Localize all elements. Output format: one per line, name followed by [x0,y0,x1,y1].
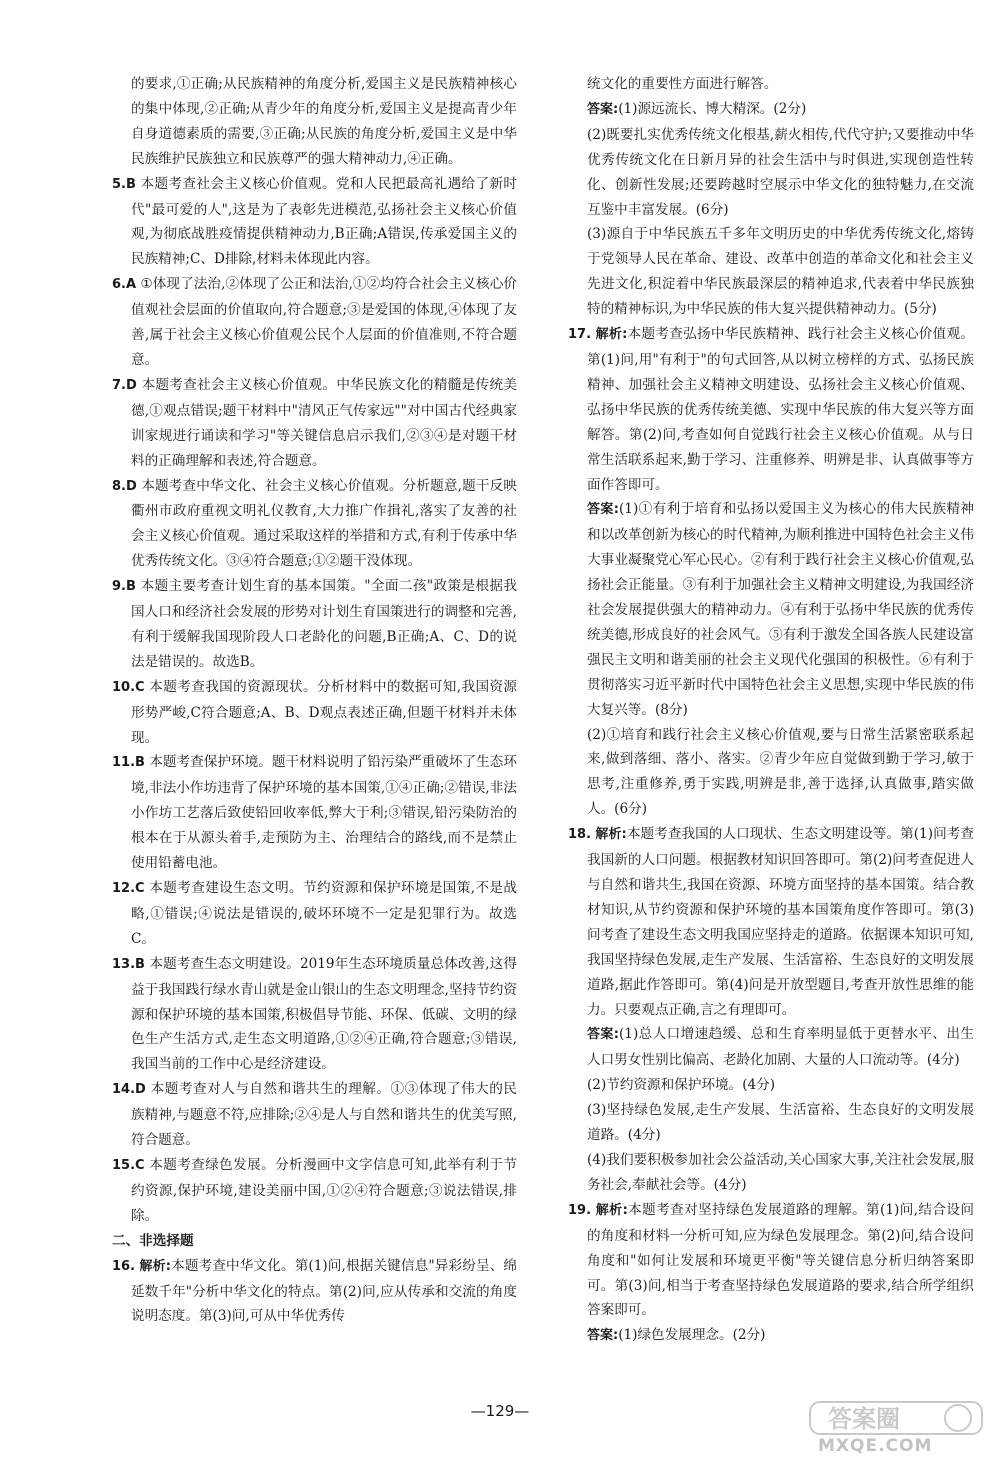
analysis-label: 解析: [595,827,627,843]
answer-subpart: (2)既要扎实优秀传统文化根基,薪火相传,代代守护;又要推动中华优秀传统文化在日新月异的社会生活中与时俱进,实现创造性转化、创新性发展;还要跨越时空展示中华文化的独特魅力,在交流互鉴中丰富发展。(6分) [587,126,974,218]
answer-text: (1)①有利于培育和弘扬以爱国主义为核心的伟大民族精神和以改革创新为核心的时代精神,为顺利推进中国特色社会主义伟大事业凝聚党心军心民心。②有利于践行社会主义核心价值观,弘扬社会正能量。③有利于加强社会主义精神文明建设,为我国经济社会发展提供强大的精神动力。④有利于弘扬中华民族的优秀传统美德,形成良好的社会风气。⑤有利于激发全国各族人民建设富强民主文明和谐美丽的社会主义现代化强国的积极性。⑥有利于贯彻落实习近平新时代中国特色社会主义思想,实现中华民族的伟大复兴等。(8分) [587,501,974,718]
explanation-text: 本题考查社会主义核心价值观。党和人民把最高礼遇给了新时代"最可爱的人",这是为了表彰先进模范,弘扬社会主义核心价值观,为彻底战胜疫情提供精神动力,B正确;A错误,传承爱国主义的民族精神;C、D排除,材料未体现此内容。 [131,175,517,268]
answer-subpart: (3)坚持绿色发展,走生产发展、生活富裕、生态良好的文明发展道路。(4分) [587,1102,974,1144]
answer-label: 答案: [587,1328,619,1344]
question-number: 11.B [112,755,145,771]
explanation-text: ①体现了法治,②体现了公正和法治,①②均符合社会主义核心价值观社会层面的价值取向,符合题意;③是爱国的体现,④体现了友善,属于社会主义核心价值观公民个人层面的价值准则,不符合题意。 [131,276,517,368]
question-number: 12.C [112,881,145,896]
explanation-text: 本题考查生态文明建设。2019年生态环境质量总体改善,这得益于我国践行绿水青山就是金山银山的生态文明理念,坚持节约资源和保护环境的基本国策,积极倡导节能、环保、低碳、文明的绿色生产生活方式,走生态文明道路,①②④正确,符合题意;③错误,我国当前的工作中心是经济建设。 [131,955,517,1073]
explanation-text: 本题考查建设生态文明。节约资源和保护环境是国策,不是战略,①错误;④说法是错误的,破坏环境不一定是犯罪行为。故选C。 [131,880,517,947]
watermark [808,1398,986,1458]
analysis-label: 解析: [595,327,628,343]
continued-text: 统文化的重要性方面进行解答。 [587,76,778,92]
answer-block [568,497,974,722]
answer-label: 答案: [587,101,619,117]
explanation-text: 本题考查弘扬中华民族精神、践行社会主义核心价值观。第(1)问,用"有利于"的句式回答,从以树立榜样的方式、弘扬民族精神、加强社会主义精神文明建设、弘扬社会主义核心价值观、弘扬中华民族的优秀传统美德、实现中华民族的伟大复兴等方面解答。第(2)问,考查如何自觉践行社会主义核心价值观。从与日常生活联系起来,勤于学习、注重修养、明辨是非、认真做事等方面作答即可。 [587,326,974,493]
question-number: 15.C [112,1157,145,1173]
analysis-label: 解析: [595,1202,628,1218]
question-explanation [568,322,974,497]
right-column [568,72,974,1349]
explanation-text: 本题考查绿色发展。分析漫画中文字信息可知,此举有利于节约资源,保护环境,建设美丽中国,①②④符合题意;③说法错误,排除。 [131,1156,517,1224]
explanation-text: 本题考查保护环境。题干材料说明了铅污染严重破坏了生态环境,非法小作坊违背了保护环境的基本国策,①④正确;②错误,非法小作坊工艺落后致使铅回收率低,弊大于利;③错误,铅污染防治的根本在于从源头着手,走预防为主、治理结合的路线,而不是禁止使用铅蓄电池。 [131,754,518,872]
answer-block [568,1022,974,1073]
question-explanation [112,1153,517,1229]
question-number: 19. [568,1202,592,1218]
answer-subpart: (3)源自于中华民族五千多年文明历史的中华优秀传统文化,熔铸于党领导人民在革命、建设、改革中创造的革命文化和社会主义先进文化,积淀着中华民族最深层的精神追求,代表着中华民族独特的精神标识,为中华民族的伟大复兴提供精神动力。(5分) [587,226,974,318]
question-number: 17. [568,327,592,343]
question-number: 16. [112,1258,136,1274]
question-explanation [112,1077,517,1153]
answer-block [568,97,974,123]
explanation-text: 本题考查社会主义核心价值观。中华民族文化的精髓是传统美德,①观点错误;题干材料中"清风正气传家远""对中国古代经典家训家规进行诵读和学习"等关键信息启示我们,②③④是对题干材料的正确理解和表述,符合题意。 [131,376,517,469]
question-number: 5.B [112,176,136,192]
analysis-label: 解析: [139,1258,171,1274]
answer-subpart: (2)①培育和践行社会主义核心价值观,要与日常生活紧密联系起来,做到落细、落小、落实。②青少年应自觉做到勤于学习,敏于思考,注重修养,勇于实践,明辨是非,善于选择,认真做事,踏实做人。(6分) [587,726,974,818]
explanation-text: 本题考查对坚持绿色发展道路的理解。第(1)问,结合设问的角度和材料一分析可知,应为绿色发展理念。第(2)问,结合设问角度和"如何让发展和环境更平衡"等关键信息分析归纳答案即可。第(3)问,相当于考查坚持绿色发展道路的要求,结合所学组织答案即可。 [587,1201,974,1319]
answer-text: (1)总人口增速趋缓、总和生育率明显低于更替水平、出生人口男女性别比偏高、老龄化加剧、大量的人口流动等。(4分) [587,1026,974,1069]
answer-subpart: (4)我们要积极参加社会公益活动,关心国家大事,关注社会发展,服务社会,奉献社会等。(4分) [587,1151,974,1193]
question-number: 18. [568,827,592,843]
answer-text: (1)绿色发展理念。(2分) [618,1327,766,1344]
question-number: 8.D [112,478,137,494]
question-number: 10.C [112,679,145,695]
watermark-site: MXQE.COM [818,1436,933,1456]
question-number: 9.B [112,579,136,595]
answer-block [568,1323,974,1349]
question-number: 7.D [112,377,137,393]
question-explanation [112,373,517,474]
answer-subpart: (2)节约资源和保护环境。(4分) [587,1077,776,1094]
answer-label: 答案: [587,1027,619,1043]
question-explanation [568,1198,974,1324]
question-explanation [112,675,517,751]
question-explanation [112,474,517,575]
section-heading: 二、非选择题 [112,1232,194,1249]
answer-text: (1)源远流长、博大精深。(2分) [618,100,807,117]
answer-label: 答案: [587,502,619,518]
question-explanation [112,876,517,952]
question-explanation [568,822,974,1022]
explanation-text: 本题考查对人与自然和谐共生的理解。①③体现了伟大的民族精神,与题意不符,应排除;②④是人与自然和谐共生的优美写照,符合题意。 [131,1081,517,1149]
watermark-logo-text: 答案圈 [828,1405,900,1433]
page-number: —129— [470,1402,530,1420]
explanation-text: 本题考查我国的资源现状。分析材料中的数据可知,我国资源形势严峻,C符合题意;A、B、D观点表述正确,但题干材料并未体现。 [131,678,517,746]
explanation-text: 本题主要考查计划生育的基本国策。"全面二孩"政策是根据我国人口和经济社会发展的形势对计划生育国策进行的调整和完善,有利于缓解我国现阶段人口老龄化的问题,B正确;A、C、D的说法是错误的。故选B。 [131,578,517,670]
question-explanation [112,574,517,675]
question-explanation [112,172,517,273]
explanation-text: 本题考查中华文化、社会主义核心价值观。分析题意,题干反映衢州市政府重视文明礼仪教育,大力推广作揖礼,落实了友善的社会主义核心价值观。通过采取这样的举措和方式,有利于传承中华优秀传统文化。③④符合题意;①②题干没体现。 [131,477,517,570]
question-explanation [112,952,517,1078]
explanation-text: 本题考查我国的人口现状、生态文明建设等。第(1)问考查我国新的人口问题。根据教材知识回答即可。第(2)问考查促进人与自然和谐共生,我国在资源、环境方面坚持的基本国策。结合教材知识,从节约资源和保护环境的基本国策角度作答即可。第(3)问考查了建设生态文明我国应坚持走的道路。依据课本知识可知,我国坚持绿色发展,走生产发展、生活富裕、生态良好的文明发展道路,据此作答即可。第(4)问是开放型题目,考查开放性思维的能力。只要观点正确,言之有理即可。 [587,826,974,1018]
question-explanation [112,1254,517,1330]
explanation-text: 本题考查中华文化。第(1)问,根据关键信息"异彩纷呈、绵延数千年"分析中华文化的特点。第(2)问,应从传承和交流的角度说明态度。第(3)问,可从中华优秀传 [131,1257,518,1325]
question-number: 13.B [112,956,145,972]
question-number: 14.D [112,1082,146,1098]
question-explanation [112,272,517,373]
question-number: 6.A [112,277,137,293]
continued-text: 的要求,①正确;从民族精神的角度分析,爱国主义是民族精神核心的集中体现,②正确;从青少年的角度分析,爱国主义是提高青少年自身道德素质的需要,③正确;从民族的角度分析,爱国主义是中华民族维护民族独立和民族尊严的强大精神动力,④正确。 [131,76,517,167]
watermark-logo-icon [808,1398,986,1438]
question-explanation [112,750,517,876]
left-column [112,72,517,1329]
